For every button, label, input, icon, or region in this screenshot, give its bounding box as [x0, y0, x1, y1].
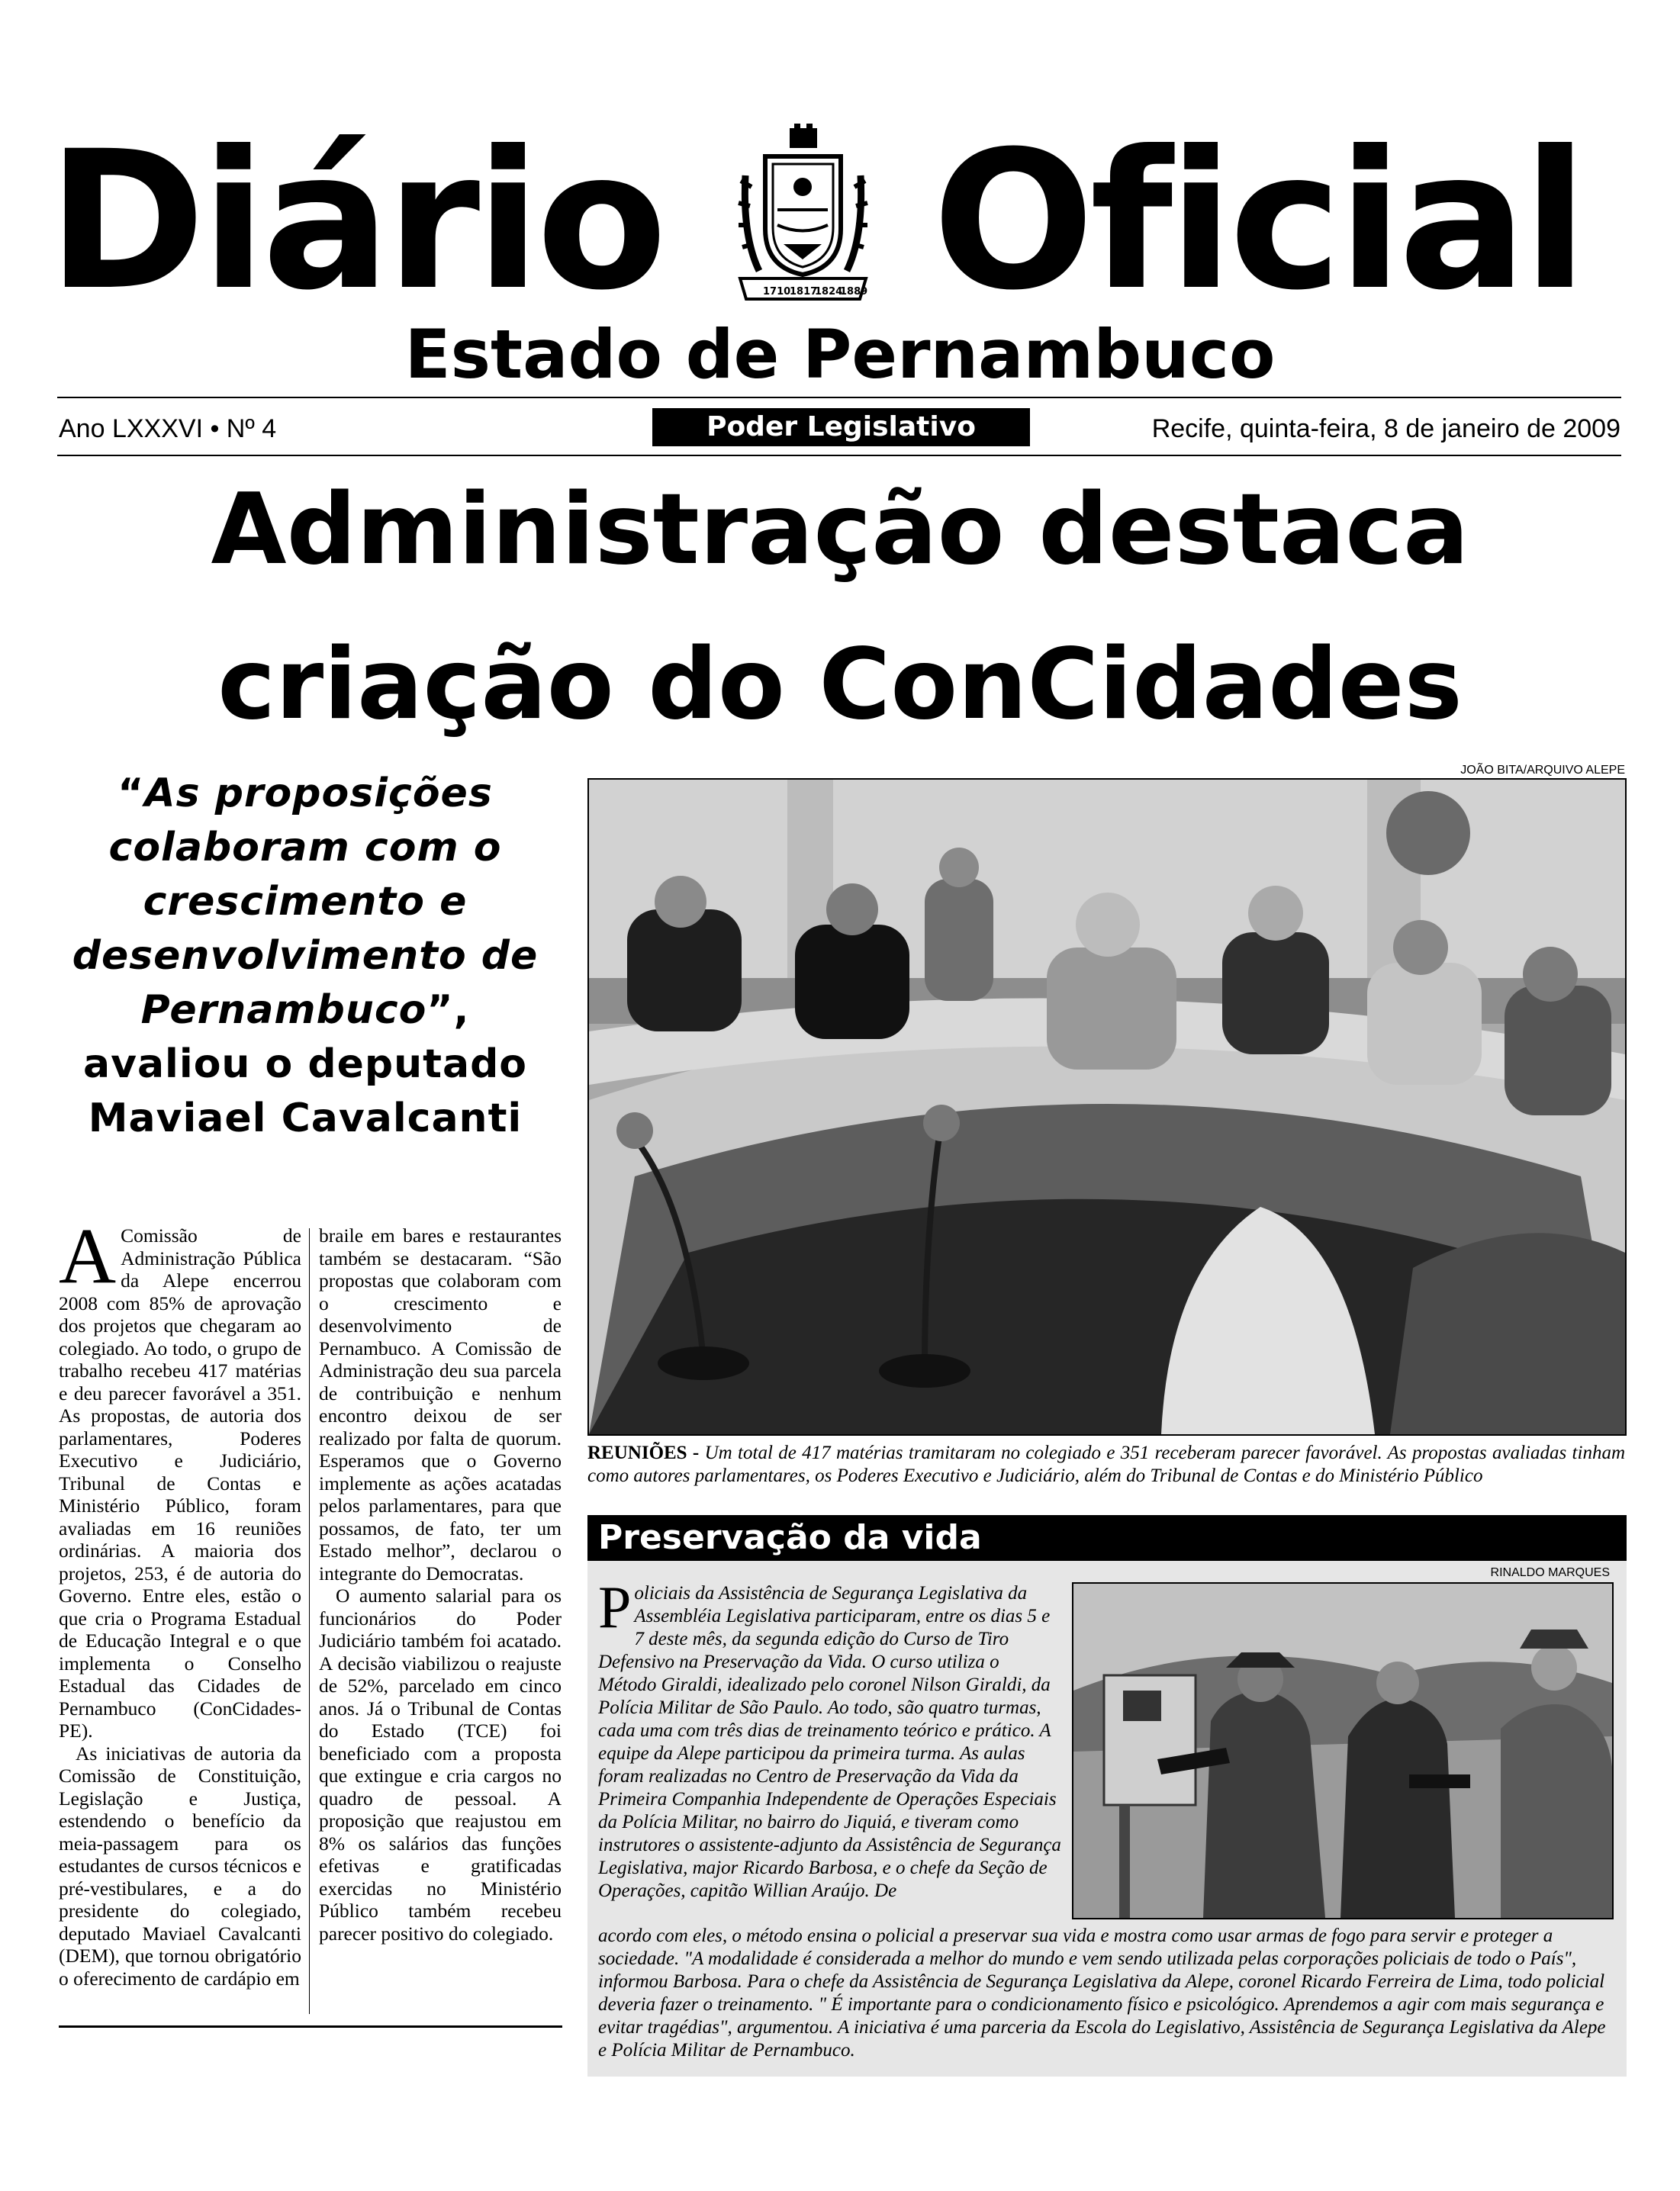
article-paragraph: A Comissão de Administração Pública da Alepe encerrou 2008 com 85% de aprovação dos projetos que chegaram ao colegiado. Ao todo, o grupo de trabalho recebeu 417 matérias e deu parecer favorável a 351. As propostas, de autoria dos parlamentares, Poderes Executivo e Judiciário, Tribunal de Contas e Ministério Público, foram avaliadas em 16 reuniões ordinárias. A maioria dos projetos, 253, é de autoria do Governo. Entre eles, estão o que cria o Programa Estadual de Educação Integral e o que implementa o Conselho Estadual das Cidades de Pernambuco (ConCidades-PE).	[59, 1212, 301, 1742]
main-photo-credit: JOÃO BITA/ARQUIVO ALEPE	[1460, 764, 1625, 777]
column-divider	[309, 1228, 310, 2014]
article-paragraph: As iniciativas de autoria da Comissão de Constituição, Legislação e Justiça, estendendo o benefício da meia-passagem para os estudantes de cursos técnicos e pré-vestibulares, e a do presidente do colegiado, deputado Maviael Cavalcanti (DEM), que tornou obrigatório o oferecimento de cardápio em	[59, 1742, 301, 1990]
preservacao-photo	[1072, 1582, 1614, 1919]
seal-year-3: 1824	[815, 286, 843, 298]
bottom-rule	[57, 455, 1621, 456]
caption-label: REUNIÕES -	[587, 1443, 700, 1463]
quote-attribution: avaliou o deputado Maviael Cavalcanti	[82, 1041, 528, 1141]
main-photo-caption	[587, 1442, 1625, 1488]
top-rule	[57, 397, 1621, 398]
preservacao-dropcap: P	[598, 1574, 632, 1640]
quote-open-mark: “	[117, 771, 145, 816]
preservacao-text-full: acordo com eles, o método ensina o policial a preservar sua vida e mostra como usar armas de fogo para servir e proteger a sociedade. "A modalidade é considerada a melhor do mundo e vem sendo utilizada pelas corporações policiais de todo o País", informou Barbosa. Para o chefe da Assistência de Segurança Legislativa da Alepe, coronel Ricardo Ferreira de Lima, todo policial deveria fazer o treinamento. " É importante para o condicionamento físico e psicológico. Aprendemos a agir com mais segurança e evitar tragédias", argumentou. A iniciativa é uma parceria da Escola do Legislativo, Assistência de Segurança Legislativa da Alepe e Polícia Militar de Pernambuco.	[598, 1926, 1606, 2061]
publication-date: Recife, quinta-feira, 8 de janeiro de 2009	[1151, 414, 1620, 443]
section-label: Poder Legislativo	[652, 408, 1030, 446]
headline-line-2: criação do ConCidades	[217, 628, 1463, 742]
masthead-title-right: Oficial	[932, 110, 1584, 332]
article-end-rule	[59, 2025, 562, 2028]
article-column-1	[59, 1212, 301, 1990]
article-paragraph: O aumento salarial para os funcionários do Poder Judiciário também foi acatado. A decisão viabilizou o reajuste de 52%, parcelado em cinco anos. Já o Tribunal de Contas do Estado (TCE) foi beneficiado com a proposta que extingue e cria cargos no quadro de pessoal. A proposição que reajustou em 8% os salários das funções efetivas e gratificadas exercidas no Ministério Público também recebeu parecer positivo do colegiado.	[319, 1585, 562, 1945]
article-paragraph: braile em bares e restaurantes também se destacaram. “São propostas que colaboram com o crescimento e desenvolvimento de Pernambuco. A Comissão de Administração deu sua parcela de contribuição e nenhum encontro deixou de ser realizado por falta de quorum. Esperamos que o Governo implemente as ações acatadas pelos parlamentares, para que possamos, de fato, ter um Estado melhor”, declarou o integrante do Democratas.	[319, 1224, 562, 1585]
preservacao-photo-credit: RINALDO MARQUES	[1490, 1566, 1610, 1579]
seal-year-2: 1817	[790, 286, 818, 298]
seal-year-4: 1889	[840, 286, 868, 298]
caption-text: Um total de 417 matérias tramitaram no colegiado e 351 receberam parecer favorável. As propostas avaliadas tinham como autores parlamentares, os Poderes Executivo e Judiciário, além do Tribunal de Contas e do Ministério Público	[587, 1443, 1626, 1486]
edition-number: Ano LXXXVI • Nº 4	[59, 414, 277, 443]
main-photo	[587, 778, 1627, 1436]
headline-line-1: Administração destaca	[211, 473, 1469, 587]
quote-close-mark: ”,	[426, 987, 470, 1033]
preservacao-text-wrapped: Policiais da Assistência de Segurança Legislativa da Assembléia Legislativa participaram, entre os dias 5 e 7 deste mês, da segunda edição do Curso de Tiro Defensivo na Preservação da Vida. O curso utiliza o Método Giraldi, idealizado pelo coronel Nilson Giraldi, da Polícia Militar de São Paulo. Ao todo, são quatro turmas, cada uma com três dias de treinamento teórico e prático. A equipe da Alepe participou da primeira turma. As aulas foram realizadas no Centro de Preservação da Vida da Primeira Companhia Independente de Operações Especiais da Polícia Militar, no bairro do Jiquiá, e tiveram como instrutores o assistente-adjunto da Assistência de Segurança Legislativa, major Ricardo Barbosa, e o chefe da Seção de Operações, capitão Willian Araújo. De	[598, 1574, 1061, 1901]
quote-text: As proposições colaboram com o crescimento e desenvolvimento de Pernambuco	[72, 771, 539, 1033]
coat-of-arms-seal-icon	[729, 122, 877, 313]
preservacao-title-bar	[587, 1515, 1627, 1561]
preservacao-title: Preservação da vida	[598, 1518, 982, 1557]
seal-year-1: 1710	[763, 286, 791, 298]
pull-quote	[53, 767, 557, 1146]
masthead-title-left: Diário	[47, 110, 663, 332]
masthead-subtitle: Estado de Pernambuco	[404, 315, 1276, 394]
article-dropcap: A	[59, 1212, 117, 1300]
article-column-2	[319, 1224, 562, 1945]
